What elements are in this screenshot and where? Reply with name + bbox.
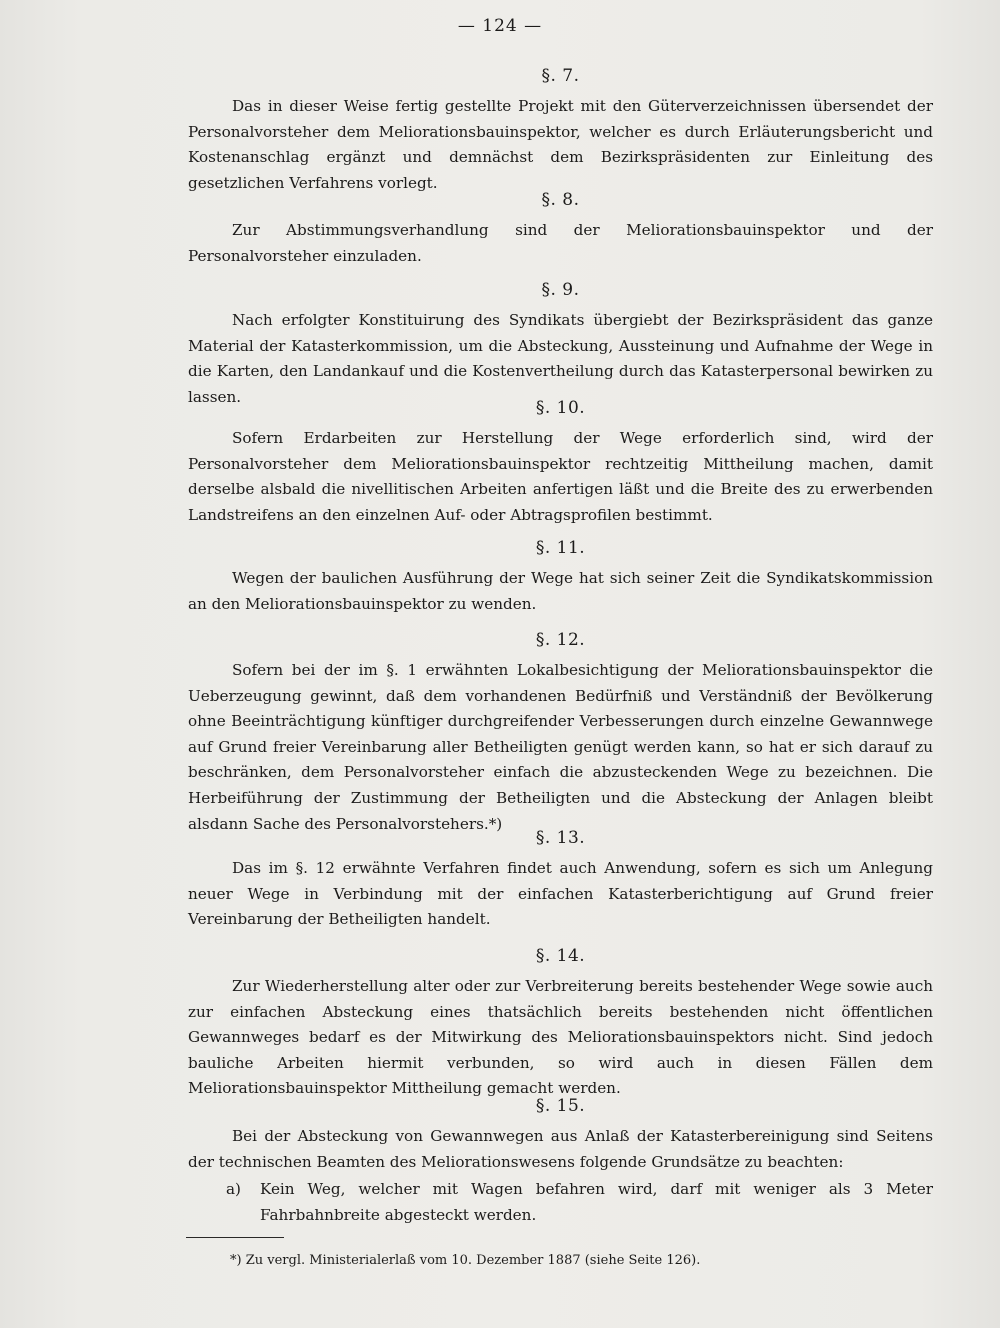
section-paragraph: Zur Abstimmungsverhandlung sind der Meliorationsbauinspektor und der Personalvorsteher einzuladen. [188,221,933,265]
section-heading: §. 12. [535,630,586,650]
section-9 [188,278,933,410]
section-10 [188,396,933,528]
section-8 [188,188,933,269]
list-marker: a) [226,1180,241,1199]
section-paragraph: Das in dieser Weise fertig gestellte Projekt mit den Güterverzeichnissen übersendet der Personalvorsteher dem Meliorationsbauinspektor, welcher es durch Erläuterungsbericht und Kostenanschlag ergänzt und demnächst dem Bezirkspräsidenten zur Einleitung des gesetzlichen Verfahrens vorlegt. [188,97,933,192]
section-heading: §. 8. [541,190,580,210]
section-heading: §. 13. [535,828,586,848]
section-paragraph: Sofern bei der im §. 1 erwähnten Lokalbesichtigung der Meliorationsbauinspektor die Ueberzeugung gewinnt, daß dem vorhandenen Bedürfniß und Verständniß der Bevölkerung ohne Beeinträchtigung künftiger durchgreifender Verbesserungen durch einzelne Gewannwege auf Grund freier Vereinbarung aller Betheiligten genügt werden kann, so hat er sich darauf zu beschränken, dem Personalvorsteher einfach die abzusteckenden Wege zu bezeichnen. Die Herbeiführung der Zustimmung der Betheiligten und die Absteckung der Anlagen bleibt alsdann Sache des Personalvorstehers.*) [188,661,933,833]
section-paragraph: Wegen der baulichen Ausführung der Wege hat sich seiner Zeit die Syndikatskommission an den Meliorationsbauinspektor zu wenden. [188,569,933,613]
section-13 [188,826,933,933]
section-heading: §. 14. [535,946,586,966]
list-item-text: Kein Weg, welcher mit Wagen befahren wird, darf mit weniger als 3 Meter Fahrbahnbreite abgesteckt werden. [260,1180,933,1224]
section-heading: §. 10. [535,398,586,418]
section-heading: §. 7. [541,66,580,86]
section-14 [188,944,933,1102]
section-15 [188,1094,933,1228]
section-paragraph: Bei der Absteckung von Gewannwegen aus Anlaß der Katasterbereinigung sind Seitens der technischen Beamten des Meliorationswesens folgende Grundsätze zu beachten: [188,1127,933,1171]
section-heading: §. 9. [541,280,580,300]
list-item [188,1177,933,1228]
section-heading: §. 11. [535,538,586,558]
section-heading: §. 15. [535,1096,586,1116]
footnote-divider [186,1237,284,1238]
footnote: *) Zu vergl. Ministerialerlaß vom 10. Dezember 1887 (siehe Seite 126). [230,1253,701,1268]
page-number: — 124 — [457,16,543,36]
section-7 [188,64,933,196]
section-paragraph: Sofern Erdarbeiten zur Herstellung der Wege erforderlich sind, wird der Personalvorsteher dem Meliorationsbauinspektor rechtzeitig Mittheilung machen, damit derselbe alsbald die nivellitischen Arbeiten anfertigen läßt und die Breite des zu erwerbenden Landstreifens an den einzelnen Auf- oder Abtragsprofilen bestimmt. [188,429,933,524]
section-12 [188,628,933,837]
section-paragraph: Nach erfolgter Konstituirung des Syndikats übergiebt der Bezirkspräsident das ganze Material der Katasterkommission, um die Absteckung, Aussteinung und Aufnahme der Wege in die Karten, den Landankauf und die Kostenvertheilung durch das Katasterpersonal bewirken zu lassen. [188,311,933,406]
section-paragraph: Das im §. 12 erwähnte Verfahren findet auch Anwendung, sofern es sich um Anlegung neuer Wege in Verbindung mit der einfachen Katasterberichtigung auf Grund freier Vereinbarung der Betheiligten handelt. [188,859,933,929]
section-paragraph: Zur Wiederherstellung alter oder zur Verbreiterung bereits bestehender Wege sowie auch zur einfachen Absteckung eines thatsächlich bereits bestehenden nicht öffentlichen Gewannweges bedarf es der Mitwirkung des Meliorationsbauinspektors nicht. Sind jedoch bauliche Arbeiten hiermit verbunden, so wird auch in diesen Fällen dem Meliorationsbauinspektor Mittheilung gemacht werden. [188,977,933,1098]
section-11 [188,536,933,617]
